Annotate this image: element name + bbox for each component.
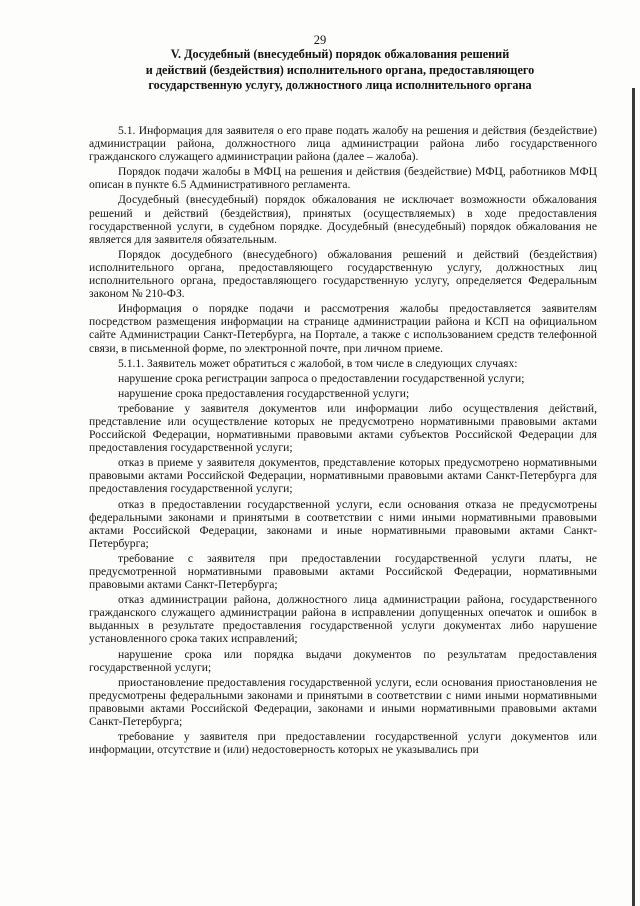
paragraph: отказ в предоставлении государственной услуги, если основания отказа не предусмотрены федеральными законами и принятыми в соответствии с ними иными нормативными правовыми актами Российской Федерации, законами и иные нормативными правовыми актами Санкт-Петербурга; (89, 497, 597, 550)
document-body (89, 124, 597, 758)
section-heading (120, 47, 560, 94)
paragraph: Порядок досудебного (внесудебного) обжалования решений и действий (бездействия) исполнительного органа, предоставляющего государственную услугу, должностных лиц исполнительного органа, предоставляющего государственную услугу, определяется Федеральным законом № 210-ФЗ. (89, 247, 597, 301)
heading-line: и действий (бездействия) исполнительного органа, предоставляющего (145, 62, 535, 77)
paragraph: 5.1. Информация для заявителя о его праве подать жалобу на решения и действия (бездействие) администрации района, должностного лица администрации района либо государственного гражданского служащего администрации района (далее – жалоба). (89, 124, 597, 164)
paragraph: Порядок подачи жалобы в МФЦ на решения и действия (бездействие) МФЦ, работников МФЦ описан в пункте 6.5 Административного регламента. (89, 165, 597, 192)
paragraph: отказ в приеме у заявителя документов, представление которых предусмотрено нормативными правовыми актами Российской Федерации, нормативными правовыми актами Санкт-Петербурга для предоставления государственной услуги; (89, 456, 597, 496)
paragraph: нарушение срока предоставления государственной услуги; (118, 386, 410, 400)
paragraph: Досудебный (внесудебный) порядок обжалования не исключает возможности обжалования решений и действий (бездействия), принятых (осуществляемых) в ходе предоставления государственной услуги, в судебном порядке. Досудебный (внесудебный) порядок обжалования не является для заявителя обязательным. (89, 193, 597, 246)
paragraph: нарушение срока или порядка выдачи документов по результатам предоставления государственной услуги; (89, 647, 597, 674)
paragraph: нарушение срока регистрации запроса о предоставлении государственной услуги; (118, 371, 525, 385)
heading-line: государственную услугу, должностного лица исполнительного органа (148, 78, 532, 92)
paragraph: 5.1.1. Заявитель может обратиться с жалобой, в том числе в следующих случаях: (118, 356, 518, 370)
scan-edge-line (632, 88, 635, 906)
paragraph: требование у заявителя документов или информации либо осуществления действий, представление или осуществление которых не предусмотрено нормативными правовыми актами Российской Федерации, нормативными правовыми актами субъектов Российской Федерации для предоставления государственной услуги; (89, 401, 597, 455)
paragraph: требование у заявителя при предоставлении государственной услуги документов или информации, отсутствие и (или) недостоверность которых не указывались при (89, 730, 597, 757)
paragraph: Информация о порядке подачи и рассмотрения жалобы предоставляется заявителям посредством размещения информации на странице администрации района и КСП на официальном сайте Администрации Санкт-Петербурга, на Портале, а также с использованием средств телефонной связи, в письменной форме, по электронной почте, при личном приеме. (89, 302, 597, 355)
paragraph: требование с заявителя при предоставлении государственной услуги платы, не предусмотренной нормативными правовыми актами Российской Федерации, нормативными правовыми актами Санкт-Петербурга; (89, 551, 597, 592)
page-number: 29 (313, 33, 327, 47)
heading-line: V. Досудебный (внесудебный) порядок обжалования решений (170, 47, 510, 61)
paragraph: приостановление предоставления государственной услуги, если основания приостановления не предусмотрены федеральными законами и принятыми в соответствии с ними иными нормативными правовыми актами Российской Федерации, законами и иными нормативными правовыми актами Санкт-Петербурга; (89, 675, 597, 729)
paragraph: отказ администрации района, должностного лица администрации района, государственного гражданского служащего администрации района в исправлении допущенных опечаток и ошибок в выданных в результате предоставления государственной услуги документах либо нарушение установленного срока таких исправлений; (89, 593, 597, 646)
